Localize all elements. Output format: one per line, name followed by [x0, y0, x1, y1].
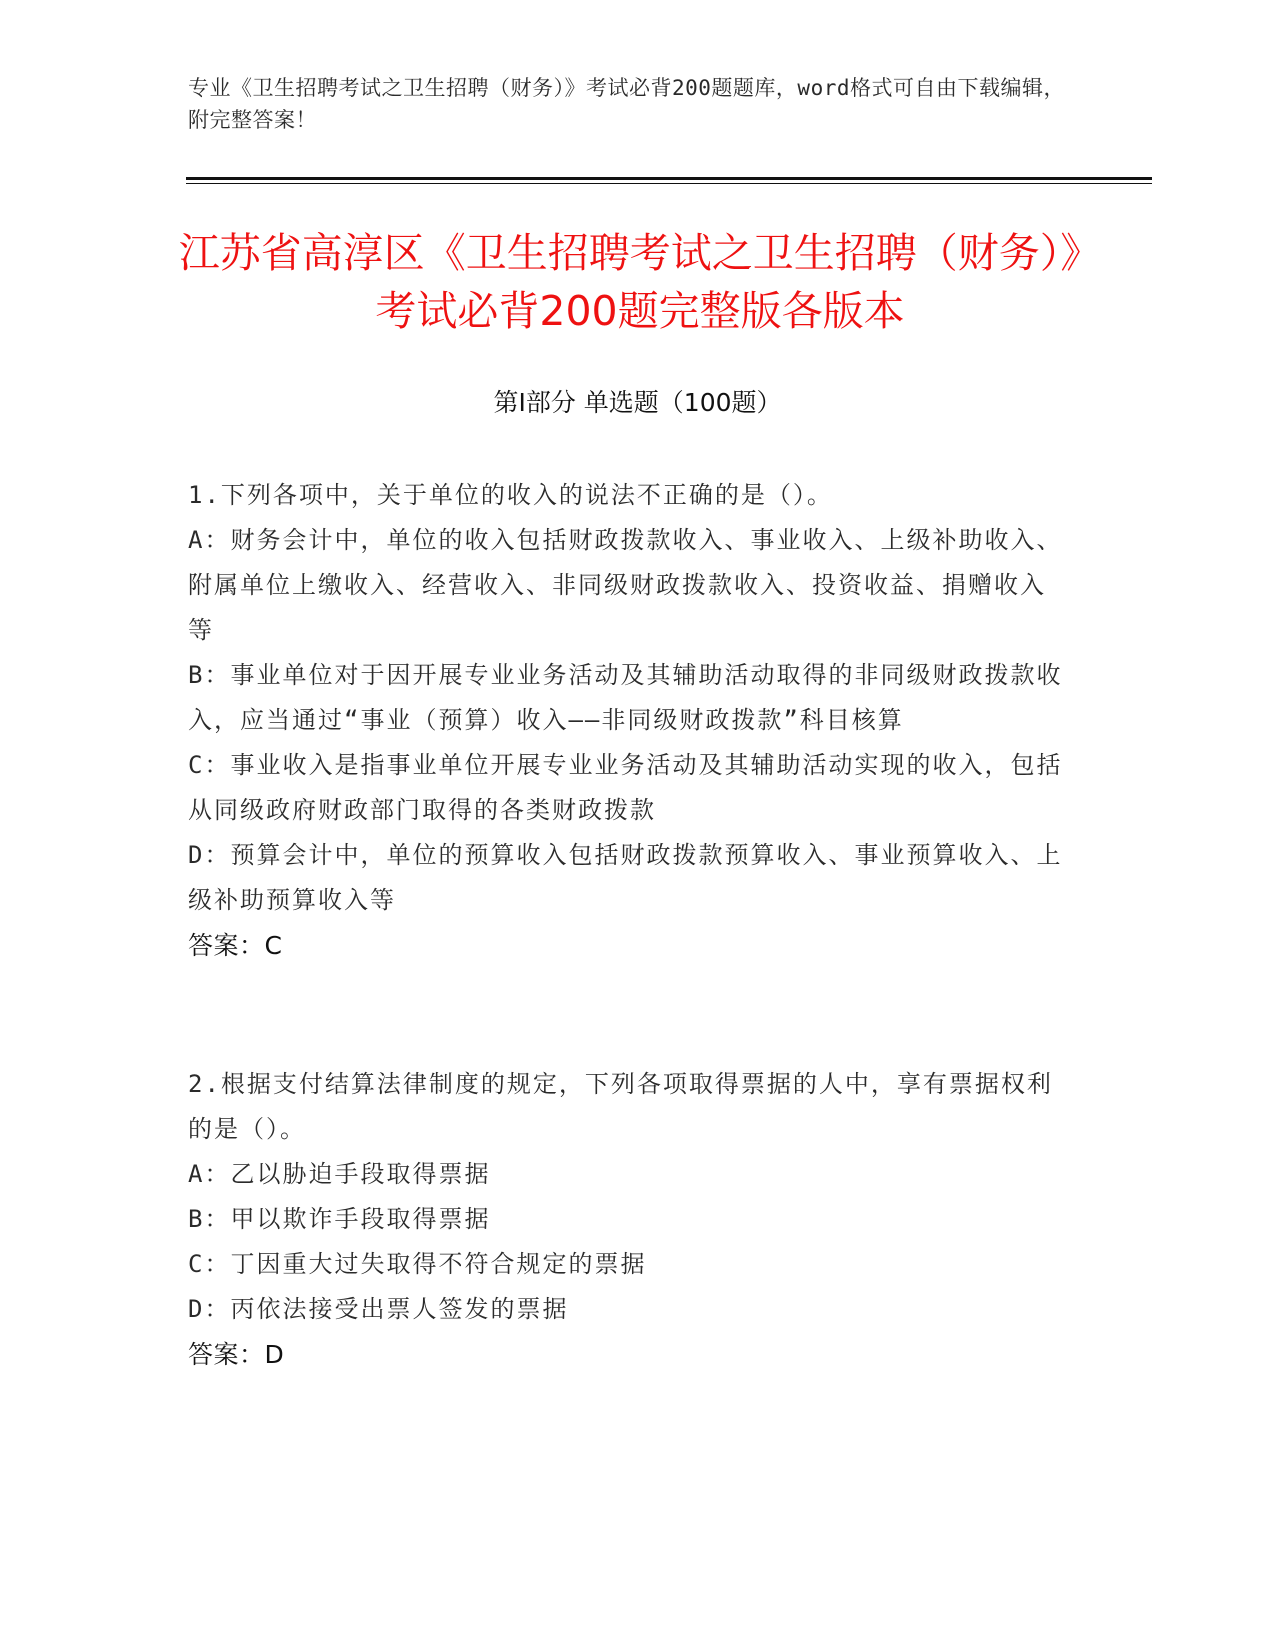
- option-a: A：财务会计中，单位的收入包括财政拨款收入、事业收入、上级补助收入、附属单位上缴收入、经营收入、非同级财政拨款收入、投资收益、捐赠收入等: [188, 526, 1063, 644]
- option-d: D：丙依法接受出票人签发的票据: [188, 1295, 569, 1323]
- header-divider-thick: [186, 177, 1152, 180]
- header-note: 专业《卫生招聘考试之卫生招聘（财务）》考试必背200题题库，word格式可自由下载编辑，附完整答案！: [188, 76, 1065, 132]
- option-d: D：预算会计中，单位的预算收入包括财政拨款预算收入、事业预算收入、上级补助预算收入等: [188, 841, 1063, 914]
- question-stem: 1.下列各项中，关于单位的收入的说法不正确的是（）。: [188, 481, 833, 509]
- question-block: [188, 1062, 1068, 1377]
- question-stem: 2.根据支付结算法律制度的规定，下列各项取得票据的人中，享有票据权利的是（）。: [188, 1070, 1053, 1143]
- document-title: 江苏省高淳区《卫生招聘考试之卫生招聘（财务）》考试必背200题完整版各版本: [178, 229, 1102, 335]
- option-a: A：乙以胁迫手段取得票据: [188, 1160, 491, 1188]
- answer: 答案：C: [188, 931, 283, 960]
- option-b: B：甲以欺诈手段取得票据: [188, 1205, 491, 1233]
- option-c: C：事业收入是指事业单位开展专业业务活动及其辅助活动实现的收入，包括从同级政府财政部门取得的各类财政拨款: [188, 751, 1063, 824]
- header-divider-thin: [186, 183, 1152, 184]
- section-title: 第I部分 单选题（100题）: [493, 388, 782, 417]
- answer: 答案：D: [188, 1340, 285, 1369]
- option-b: B：事业单位对于因开展专业业务活动及其辅助活动取得的非同级财政拨款收入，应当通过“事业（预算）收入——非同级财政拨款”科目核算: [188, 661, 1063, 734]
- option-c: C：丁因重大过失取得不符合规定的票据: [188, 1250, 647, 1278]
- question-block: [188, 473, 1068, 968]
